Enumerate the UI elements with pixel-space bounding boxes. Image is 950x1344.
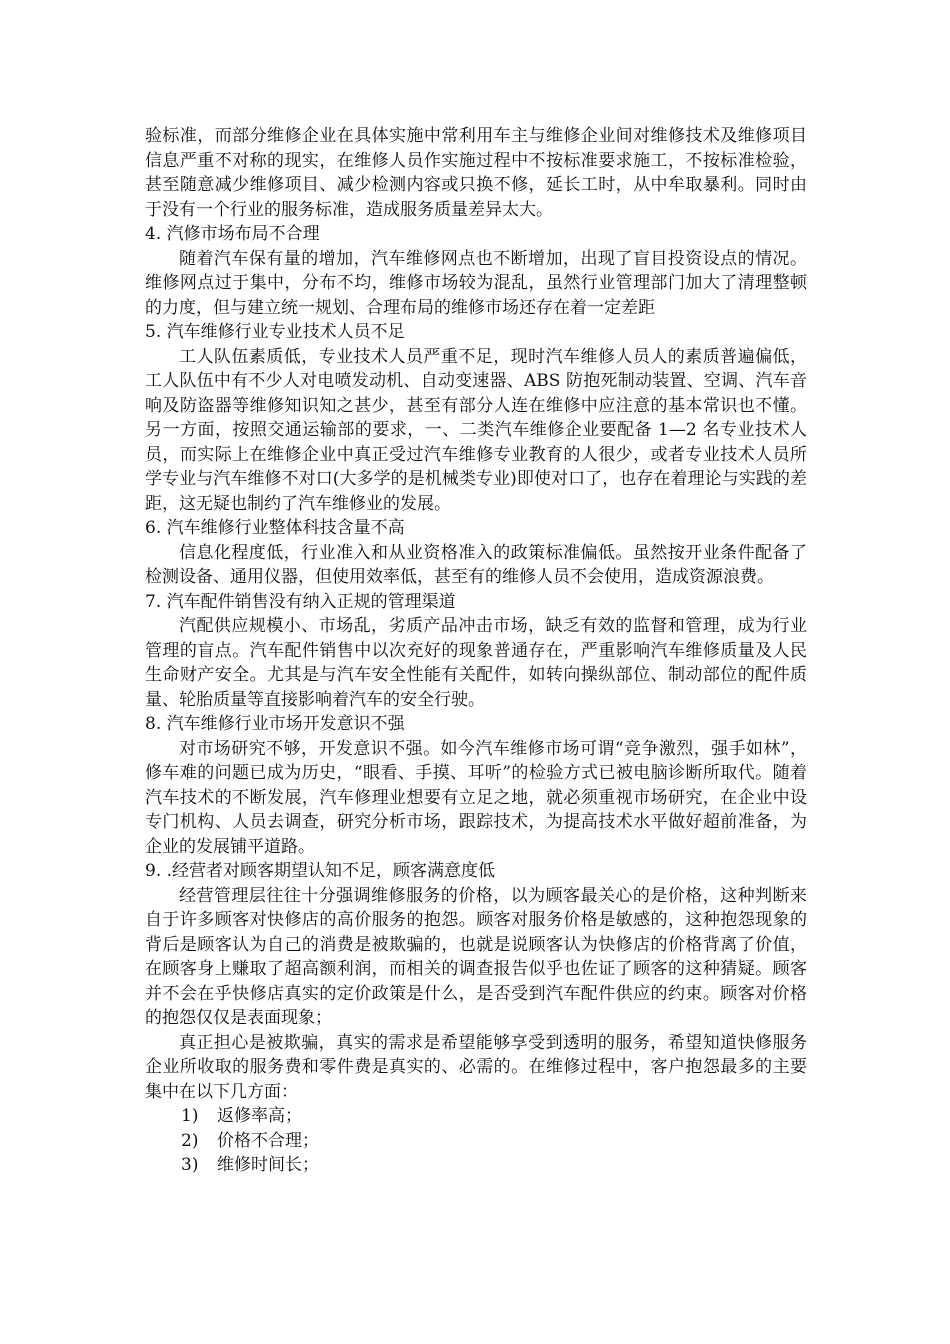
list-item-text: 价格不合理； — [217, 1130, 319, 1151]
complaint-list — [145, 1104, 807, 1178]
list-item — [145, 1129, 807, 1154]
section-heading-6: 6. 汽车维修行业整体科技含量不高 — [145, 518, 405, 538]
paragraph-9b: 真正担心是被欺骗，真实的需求是希望能够享受到透明的服务，希望知道快修服务企业所收取的服务费和零件费是真实的、必需的。在维修过程中，客户抱怨最多的主要集中在以下几方面： — [145, 1032, 807, 1102]
section-heading-5: 5. 汽车维修行业专业技术人员不足 — [145, 322, 405, 342]
list-item-number: 1) — [181, 1106, 199, 1126]
list-item — [145, 1153, 807, 1178]
section-heading-9: 9. .经营者对顾客期望认知不足，顾客满意度低 — [145, 861, 496, 881]
list-item-text: 维修时间长； — [217, 1155, 319, 1175]
list-item-number: 2) — [181, 1130, 199, 1151]
document-page — [145, 124, 807, 1178]
section-heading-8: 8. 汽车维修行业市场开发意识不强 — [145, 714, 405, 734]
paragraph-7: 汽配供应规模小、市场乱，劣质产品冲击市场，缺乏有效的监督和管理，成为行业管理的盲点。汽车配件销售中以次充好的现象普通存在，严重影响汽车维修质量及人民生命财产安全。尤其是与汽车安全性能有关配件，如转向操纵部位、制动部位的配件质量、轮胎质量等直接影响着汽车的安全行驶。 — [145, 616, 807, 710]
paragraph-9a: 经营管理层往往十分强调维修服务的价格，以为顾客最关心的是价格，这种判断来自于许多顾客对快修店的高价服务的抱怨。顾客对服务价格是敏感的，这种抱怨现象的背后是顾客认为自己的消费是被欺骗的，也就是说顾客认为快修店的价格背离了价值，在顾客身上赚取了超高额利润，而相关的调查报告似乎也佐证了顾客的这种猜疑。顾客并不会在乎快修店真实的定价政策是什么，是否受到汽车配件供应的约束。顾客对价格的抱怨仅仅是表面现象； — [145, 885, 807, 1028]
section-heading-7: 7. 汽车配件销售没有纳入正规的管理渠道 — [145, 591, 456, 612]
list-item-text: 返修率高； — [217, 1106, 302, 1126]
paragraph-5: 工人队伍素质低，专业技术人员严重不足，现时汽车维修人员人的素质普遍偏低，工人队伍中有不少人对电喷发动机、自动变速器、ABS 防抱死制动装置、空调、汽车音响及防盗器等维修知识知之甚少，甚至有部分人连在维修中应注意的基本常识也不懂。另一方面，按照交通运输部的要求，一、二类汽车维修企业要配备 1—2 名专业技术人员，而实际上在维修企业中真正受过汽车维修专业教育的人很少，或者专业技术人员所学专业与汽车维修不对口(大多学的是机械类专业)即使对口了，也存在着理论与实践的差距，这无疑也制约了汽车维修业的发展。 — [145, 346, 807, 514]
paragraph-4: 随着汽车保有量的增加，汽车维修网点也不断增加，出现了盲目投资设点的情况。维修网点过于集中，分布不均，维修市场较为混乱，虽然行业管理部门加大了清理整顿的力度，但与建立统一规划、合理布局的维修市场还存在着一定差距 — [145, 248, 807, 318]
paragraph-8: 对市场研究不够，开发意识不强。如今汽车维修市场可谓“竞争激烈，强手如林”，修车难的问题已成为历史，“眼看、手摸、耳听”的检验方式已被电脑诊断所取代。随着汽车技术的不断发展，汽车修理业想要有立足之地，就必须重视市场研究，在企业中设专门机构、人员去调查，研究分析市场，跟踪技术，为提高技术水平做好超前准备，为企业的发展铺平道路。 — [145, 738, 807, 857]
list-item-number: 3) — [181, 1155, 199, 1175]
paragraph-6: 信息化程度低，行业准入和从业资格准入的政策标准偏低。虽然按开业条件配备了检测设备、通用仪器，但使用效率低，甚至有的维修人员不会使用，造成资源浪费。 — [145, 542, 807, 587]
paragraph-continuation: 验标准，而部分维修企业在具体实施中常利用车主与维修企业间对维修技术及维修项目信息严重不对称的现实，在维修人员作实施过程中不按标准要求施工，不按标准检验，甚至随意减少维修项目、减少检测内容或只换不修，延长工时，从中牟取暴利。同时由于没有一个行业的服务标准，造成服务质量差异太大。 — [145, 126, 807, 220]
list-item — [145, 1104, 807, 1129]
section-heading-4: 4. 汽修市场布局不合理 — [145, 224, 320, 244]
